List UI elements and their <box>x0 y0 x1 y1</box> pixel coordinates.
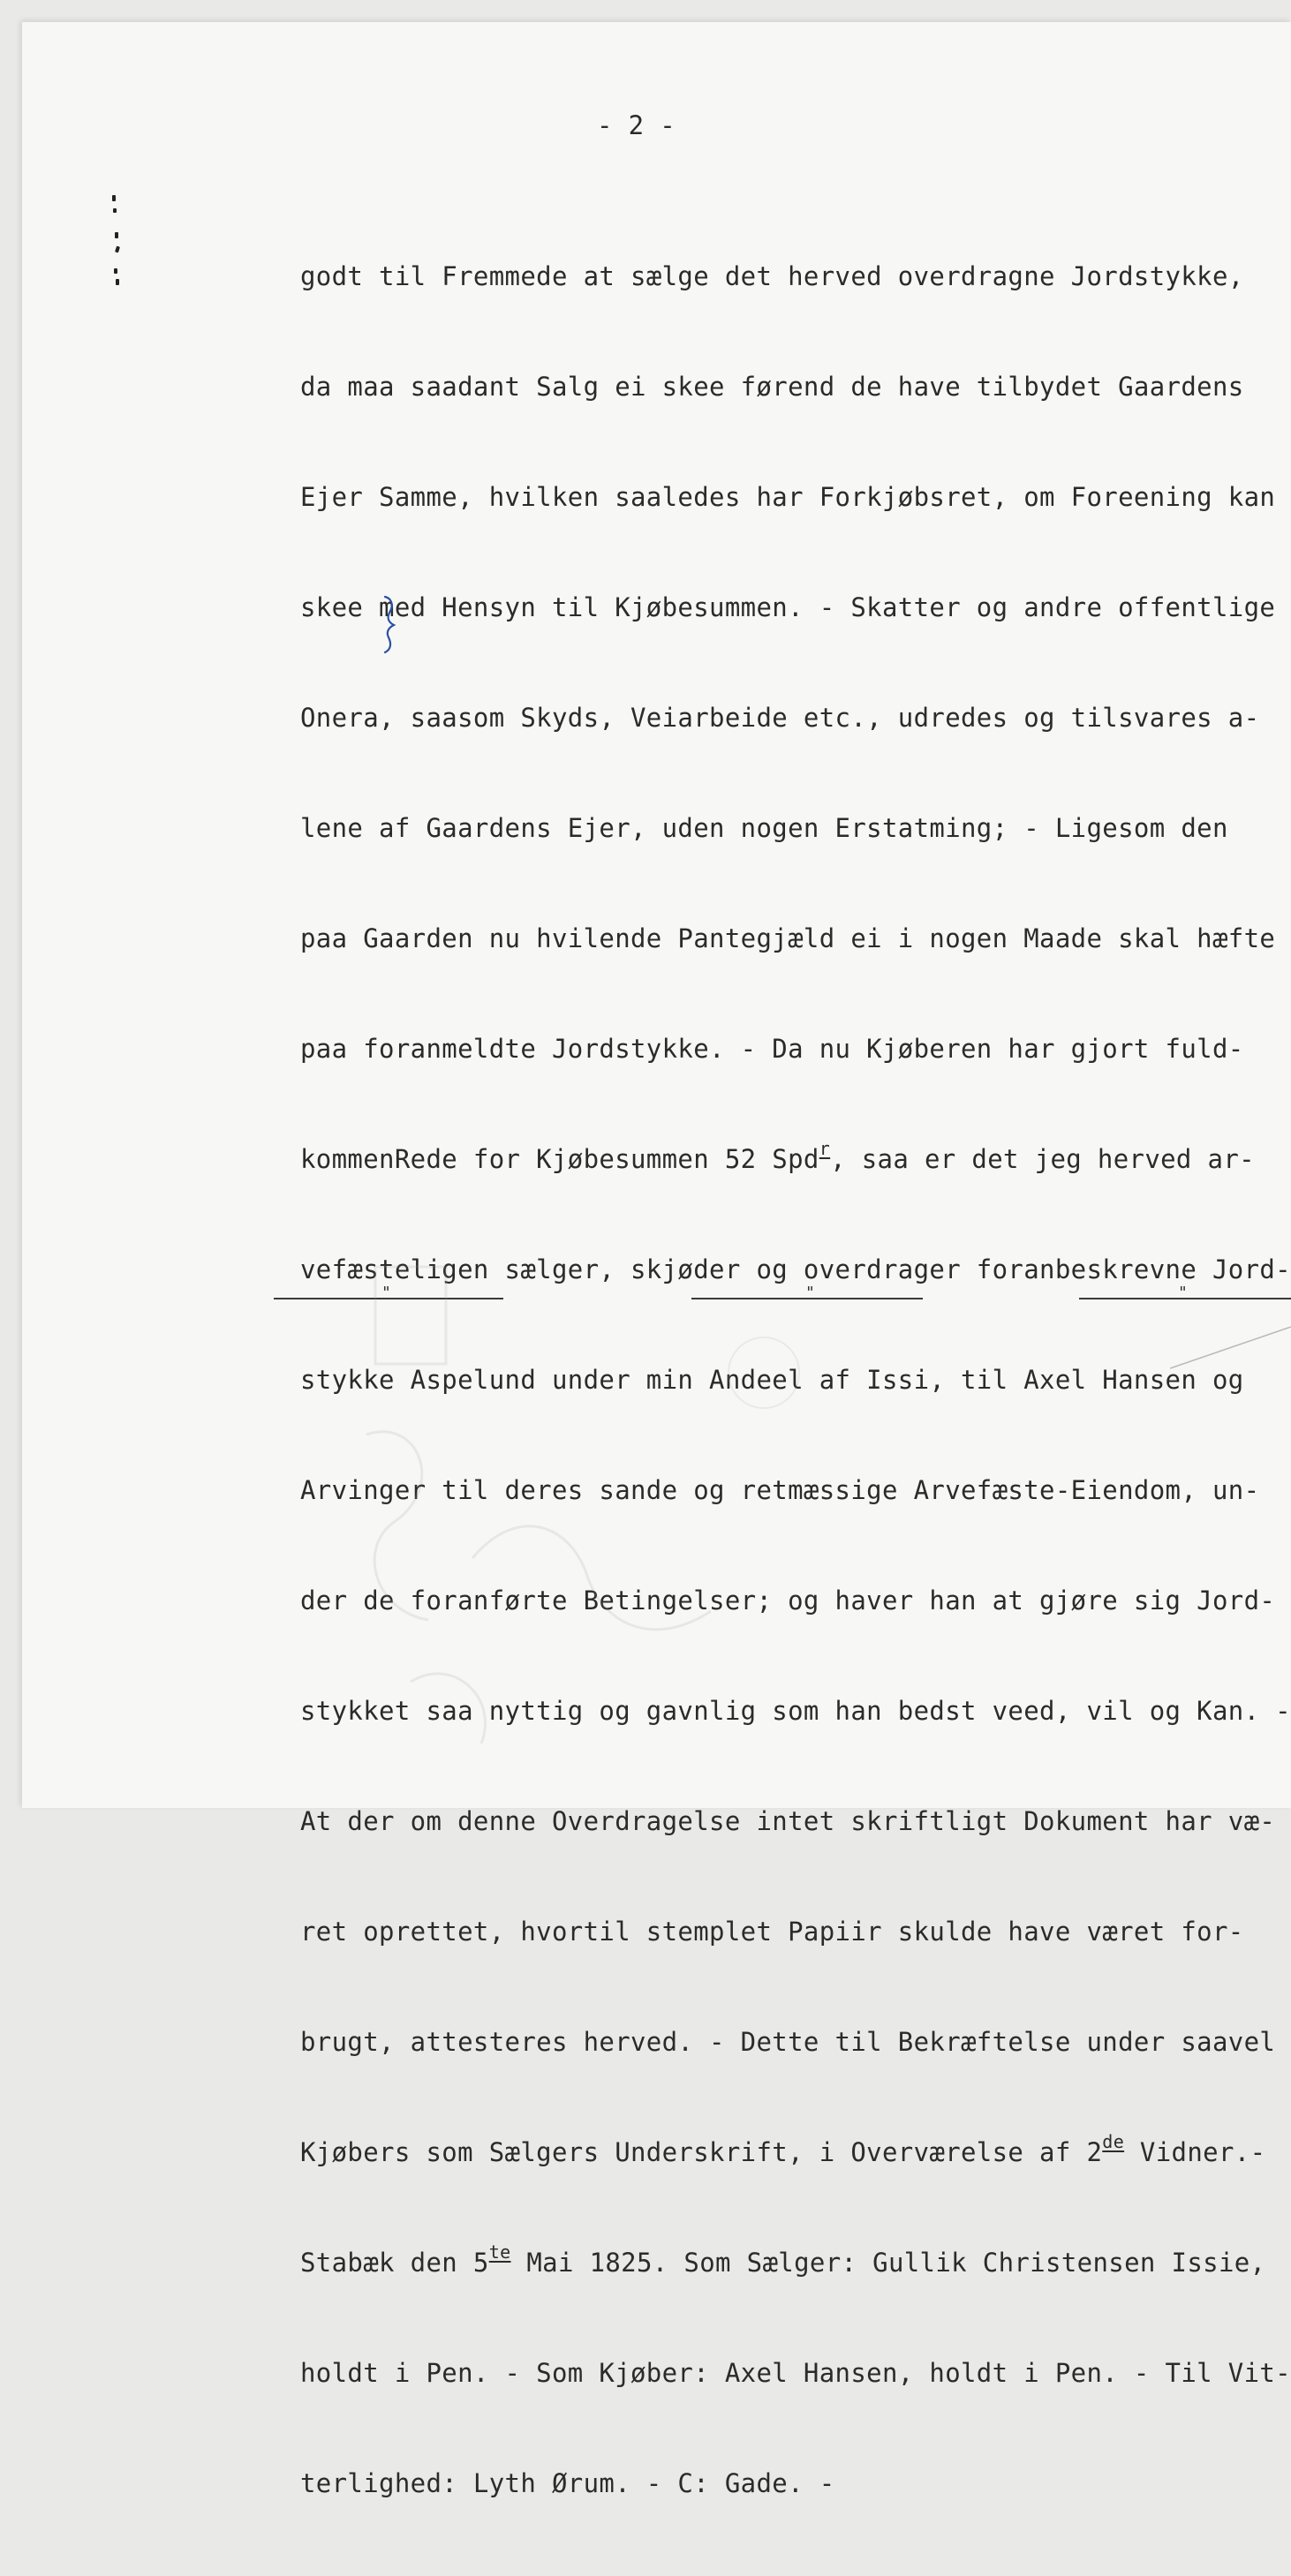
text-line: paa foranmeldte Jordstykke. - Da nu Kjøberen har gjort fuld- <box>300 1034 1244 1064</box>
document-page <box>22 22 1291 2498</box>
text-line: Kjøbers som Sælgers Underskrift, i Overværelse af 2de Vidner.- <box>300 2131 1266 2167</box>
ditto-mark: " <box>805 1284 815 1302</box>
text-line: godt til Fremmede at sælge det herved overdragne Jordstykke, <box>300 261 1244 291</box>
text-line: kommenRede for Kjøbesummen 52 Spd$^r$, saa er det jeg herved ar- <box>300 1138 1255 1174</box>
faint-pencil-line <box>1170 1320 1291 1373</box>
ditto-mark: " <box>1178 1284 1188 1302</box>
text-line: paa Gaarden nu hvilende Pantegjæld ei i nogen Maade skal hæfte <box>300 923 1276 953</box>
superscript-abbreviation: r <box>819 1138 831 1159</box>
text-line: stykke Aspelund under min Andeel af Issi, til Axel Hansen og <box>300 1365 1244 1395</box>
ditto-mark: " <box>381 1284 391 1302</box>
faint-watermark <box>340 1240 958 1788</box>
text-line: stykket saa nyttig og gavnlig som han bedst veed, vil og Kan. - <box>300 1696 1291 1726</box>
text-line: Ejer Samme, hvilken saaledes har Forkjøbsret, om Foreening kan <box>300 482 1276 512</box>
text-line: lene af Gaardens Ejer, uden nogen Erstatming; - Ligesom den <box>300 813 1228 843</box>
text-line: At der om denne Overdragelse intet skriftligt Dokument har væ- <box>300 1806 1276 1836</box>
text-line: holdt i Pen. - Som Kjøber: Axel Hansen, holdt i Pen. - Til Vit- <box>300 2358 1291 2388</box>
text-line: da maa saadant Salg ei skee førend de have tilbydet Gaardens <box>300 372 1244 402</box>
page-number: - 2 - <box>597 110 676 140</box>
text-line: skee med Hensyn til Kjøbesummen. - Skatter og andre offentlige <box>300 592 1276 622</box>
text-line: Onera, saasom Skyds, Veiarbeide etc., udredes og tilsvares a- <box>300 703 1260 733</box>
superscript-ordinal: te <box>488 2241 511 2263</box>
text-line: vefæsteligen sælger, skjøder og overdrager foranbeskrevne Jord- <box>300 1254 1291 1284</box>
handwritten-brace-mark <box>380 593 401 655</box>
text-line: ret oprettet, hvortil stemplet Papiir skulde have været for- <box>300 1917 1244 1947</box>
superscript-ordinal: de <box>1102 2131 1125 2152</box>
text-line: Stabæk den $5^{te}$ Mai 1825. Som Sælger: Gullik Christensen Issie, <box>300 2241 1266 2278</box>
text-line: der de foranførte Betingelser; og haver han at gjøre sig Jord- <box>300 1586 1276 1616</box>
text-line: terlighed: Lyth Ørum. - C: Gade. - <box>300 2468 835 2498</box>
signature-rule-3 <box>1079 1284 1291 1302</box>
text-line: brugt, attesteres herved. - Dette til Bekræftelse under saavel <box>300 2027 1276 2057</box>
text-line: Arvinger til deres sande og retmæssige Arvefæste-Eiendom, un- <box>300 1475 1260 1505</box>
margin-marks <box>109 195 121 288</box>
